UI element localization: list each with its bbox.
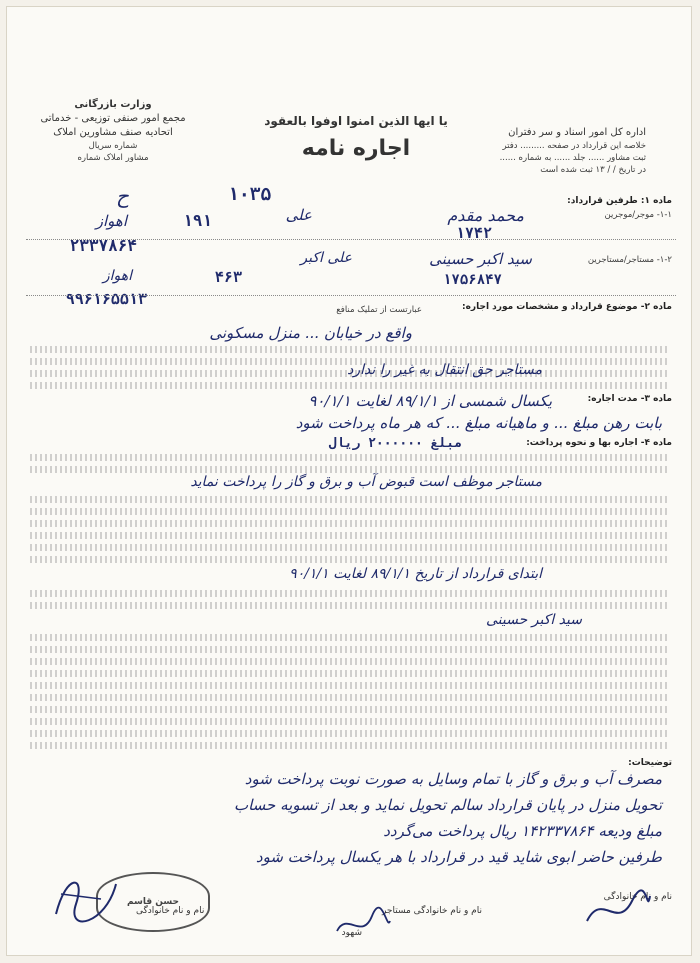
ministry-name: وزارت بازرگانی (74, 99, 152, 110)
handwritten-initial: ح (116, 184, 129, 208)
printed-text (30, 466, 670, 473)
printed-text (30, 590, 670, 597)
printed-text (30, 646, 670, 653)
divider-line (26, 294, 676, 296)
printed-text (30, 730, 670, 737)
union-name: اتحادیه صنف مشاورین املاک (53, 127, 173, 138)
section1-heading: ماده ۱: طرفین قرارداد: (567, 196, 672, 206)
printed-text (30, 508, 670, 515)
notes-heading: توضیحات: (628, 758, 672, 768)
printed-text (30, 556, 670, 563)
header-center (246, 114, 466, 161)
section2-heading: ماده ۲- موضوع قرارداد و مشخصات مورد اجاره: (461, 302, 672, 312)
printed-text (30, 454, 670, 461)
printed-text (30, 520, 670, 527)
lessor-signature-label: نام و نام خانوادگی (603, 892, 672, 902)
lease-clause: مستاجر حق انتقال به غیر را ندارد (347, 362, 542, 378)
lease-period: یکسال شمسی از ۸۹/۱/۱ لغایت ۹۰/۱/۱ (308, 392, 552, 410)
signature-scribble (46, 864, 126, 934)
basmala-text: یا ایها الذین امنوا اوفوا بالعقود (264, 114, 448, 128)
printed-text (30, 532, 670, 539)
header-left (28, 98, 198, 164)
note-line-4: طرفین حاضر ابوی شاید قید در قرارداد با هر یکسال پرداخت شود (255, 848, 662, 866)
printed-text (30, 682, 670, 689)
header-right-line4: در تاریخ / / ۱۳ ثبت شده است (540, 165, 646, 175)
lessee-place: اهواز (102, 268, 132, 284)
stamp-name: حسن قاسم (126, 897, 180, 907)
header-right-line3: ثبت مشاور ...... جلد ...... به شماره ...... (499, 153, 646, 163)
lessor-phone: ۲۳۳۷۸۶۴ (69, 236, 137, 255)
printed-text (30, 602, 670, 609)
printed-text (30, 742, 670, 749)
agency-label: مشاور املاک شماره (77, 153, 149, 163)
printed-text (30, 694, 670, 701)
lessee-national-code: ۱۷۵۶۸۴۷ (442, 272, 502, 288)
header-right-line2: خلاصه این قرارداد در صفحه ......... دفتر (502, 141, 646, 151)
divider-line (26, 238, 676, 240)
utilities-clause: مستاجر موظف است قبوض آب و برق و گاز را پرداخت نماید (190, 474, 542, 490)
section3-heading: ماده ۳- مدت اجاره: (587, 394, 672, 404)
serial-label: شماره سریال (88, 141, 138, 151)
header-right-line1: اداره کل امور اسناد و سر دفتران (508, 127, 646, 138)
printed-text (30, 634, 670, 641)
section2-desc: عبارتست از تملیک منافع (336, 305, 422, 315)
lessor-name: محمد مقدم (447, 206, 524, 225)
printed-text (30, 346, 670, 353)
lessor-father: علی (285, 206, 312, 224)
lessee-name: سید اکبر حسینی (429, 250, 532, 268)
witness-signature (332, 906, 392, 946)
agent-signature-label: نام و نام خانوادگی (136, 906, 205, 916)
lessee-phone: ۹۹۶۱۶۵۵۱۳ (65, 290, 147, 308)
lessor-id: ۱۹۱ (183, 211, 212, 230)
printed-text (30, 658, 670, 665)
section4-heading: ماده ۴- اجاره بها و نحوه پرداخت: (526, 438, 672, 448)
contract-start-note: ابتدای قرارداد از تاریخ ۸۹/۱/۱ لغایت ۹۰/۱/۱ (289, 566, 542, 582)
lessor-signature (582, 886, 652, 936)
lessee-label: ۱-۲- مستاجر/مستاجرین (587, 255, 672, 265)
lessee-signature-label: نام و نام خانوادگی مستاجر (381, 906, 482, 916)
printed-text (30, 382, 670, 389)
printed-text (30, 496, 670, 503)
serial-number: ۱۰۳۵ (228, 184, 272, 205)
note-line-3: مبلغ ودیعه ۱۴۲۳۳۷۸۶۴ ریال پرداخت می‌گردد (383, 822, 662, 840)
note-line-2: تحویل منزل در پایان قرارداد سالم تحویل نماید و بعد از تسویه حساب (233, 796, 662, 814)
lessor-national-code: ۱۷۴۲ (455, 224, 492, 242)
property-address: واقع در خیابان ... منزل مسکونی (209, 324, 412, 342)
guild-assembly: مجمع امور صنفی توزیعی - خدماتی (40, 113, 186, 124)
lessor-label: ۱-۱- موجر/موجرین (604, 210, 672, 220)
printed-text (30, 670, 670, 677)
lessee-id: ۴۶۳ (214, 268, 242, 286)
lessee-father: علی اکبر (300, 250, 352, 266)
printed-text (30, 706, 670, 713)
rent-amount: مبلغ ۲۰۰۰۰۰۰ ریال (328, 436, 462, 451)
lessor-place: اهواز (95, 212, 127, 230)
lease-document (6, 6, 692, 956)
note-line-1: مصرف آب و برق و گاز با تمام وسایل به صورت نوبت پرداخت شود (244, 770, 662, 788)
printed-text (30, 544, 670, 551)
witness-label: شهود (341, 928, 362, 938)
printed-text (30, 718, 670, 725)
rent-terms: بابت رهن مبلغ ... و ماهیانه مبلغ ... که هر ماه پرداخت شود (295, 414, 662, 432)
lessee-name-repeat: سید اکبر حسینی (486, 612, 582, 628)
page-title: اجاره نامه (301, 136, 411, 161)
